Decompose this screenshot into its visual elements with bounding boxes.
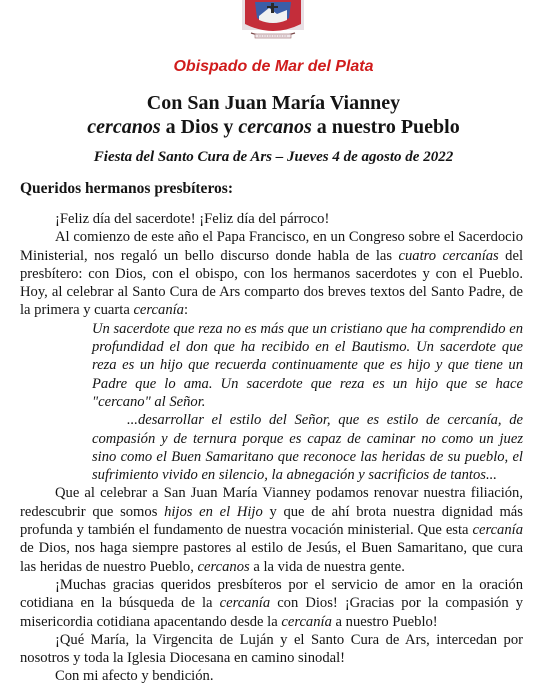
letter-greeting: Queridos hermanos presbíteros: [20,180,233,197]
text: con Dios! ¡Gracias por la compasión y misericordia cotidiana apacentando desde la [20,595,524,630]
quote-1: Un sacerdote que reza no es más que un cristiano que ha comprendido en profundidad el don que ha recibido en el Bautismo. Un sacerdote que reza es un hijo que recuerda continuamente que es hijo y que tiene un Padre que lo ama. Un sacerdote que reza es un hijo que se hace "cercano" al Señor. [92,320,523,410]
emphasis: hijos en el Hijo [164,503,263,520]
paragraph-4 [20,576,523,631]
text: : [183,302,189,319]
document-title-line-2 [0,116,547,139]
emphasis: cercanía [133,302,184,319]
emphasis: cercanía [219,595,271,612]
title-word-cercanos: cercanos [238,116,312,138]
text: ¡Muchas gracias queridos presbíteros por el servicio de amor en la oración cotidiana en la búsqueda de la [20,576,523,612]
text: y que de ahí brota nuestra dignidad más profunda y también el fundamento de nuestra vocación ministerial. Que esta [20,503,523,539]
title-word-cercanos: cercanos [87,116,161,138]
paragraph-3 [20,484,523,575]
paragraph-1: ¡Feliz día del sacerdote! ¡Feliz día del párroco! [55,211,330,227]
text: a nuestro Pueblo! [331,613,438,630]
title-text: a nuestro Pueblo [311,116,460,138]
diocese-coat-of-arms-icon [237,0,309,50]
text: a la vida de nuestra gente. [249,558,405,575]
text: Que al celebrar a San Juan María Vianney podamos renovar nuestra filiación, redescubrir que somos [20,485,523,520]
paragraph-2 [20,228,523,319]
paragraph-5: ¡Qué María, la Virgencita de Luján y el Santo Cura de Ars, intercedan por nosotros y toda la Iglesia Diocesana en camino sinodal! [20,631,523,667]
emphasis: cercanos [197,558,250,575]
text: Al comienzo de este año el Papa Francisco, en un Congreso sobre el Sacerdocio Ministerial, nos regaló un bello discurso donde habla de las [20,229,523,264]
letter-body [20,210,523,686]
quote-2: ...desarrollar el estilo del Señor, que es estilo de cercanía, de compasión y de ternura porque es capaz de caminar no como un juez sino como el Buen Samaritano que reconoce las heridas de su pueblo, el sufrimiento vivido en silencio, la abnegación y sacrificios de tantos... [92,412,523,484]
title-text: a Dios y [160,116,239,138]
text: de Dios, nos haga siempre pastores al estilo de Jesús, el Buen Samaritano, que cura las heridas de nuestro Pueblo, [20,540,523,575]
organization-name: Obispado de Mar del Plata [173,58,374,75]
emphasis: cercanía [472,522,523,539]
quote-block [92,320,523,485]
emphasis: cuatro cercanías [398,247,499,264]
text: del presbítero: con Dios, con el obispo, con los hermanos sacerdotes y con el Pueblo. Hoy, al celebrar al Santo Cura de Ars comparto dos breves textos del Santo Padre, de la primera y cuarta [20,247,524,319]
closing-line: Con mi afecto y bendición. [55,668,214,685]
document-subtitle: Fiesta del Santo Cura de Ars – Jueves 4 de agosto de 2022 [93,149,454,165]
document-title-line-1: Con San Juan María Vianney [146,92,401,114]
emphasis: cercanía [281,613,332,630]
